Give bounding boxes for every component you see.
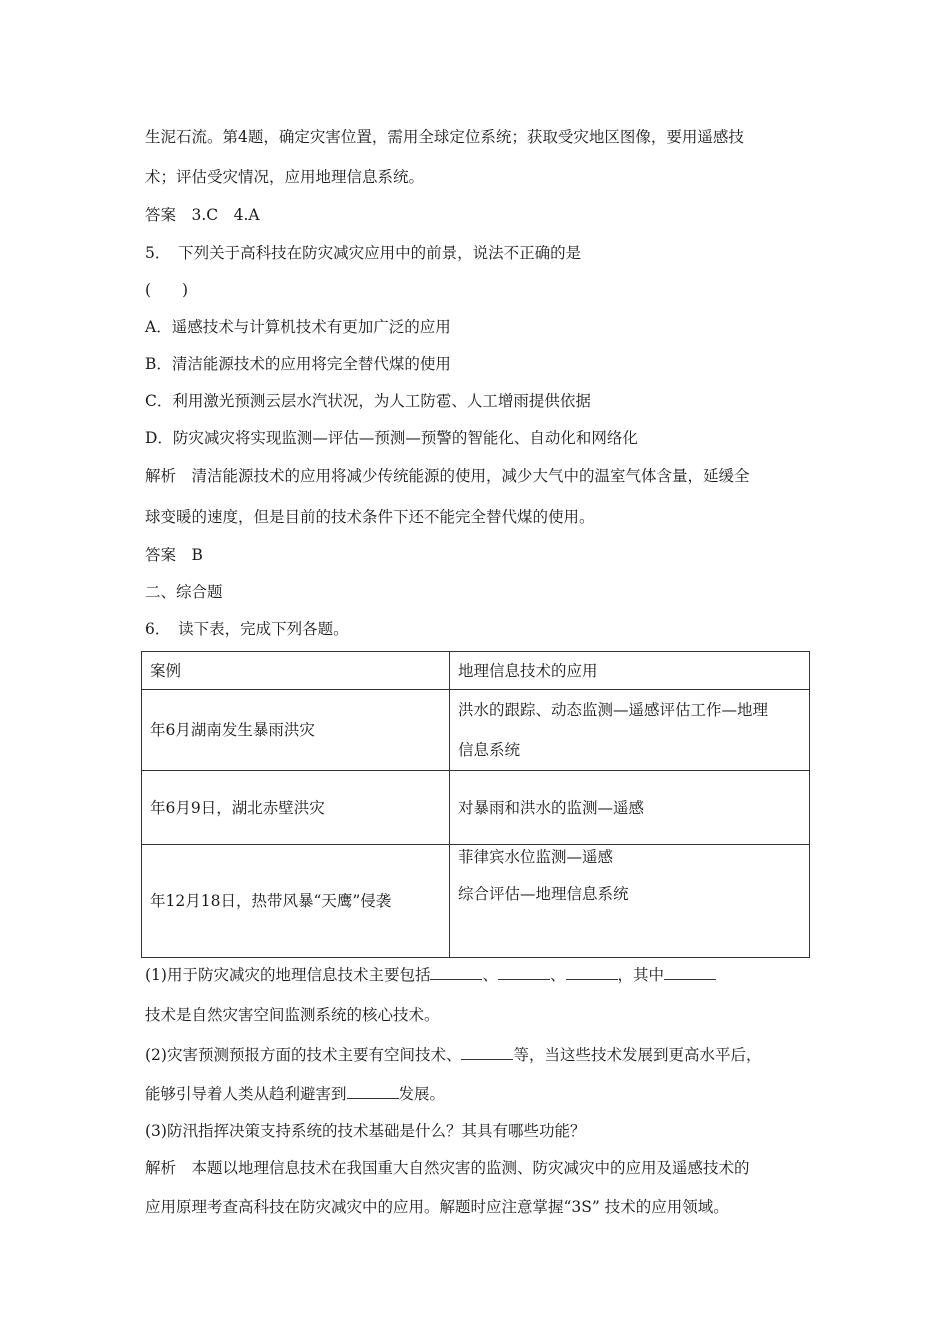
table-cell xyxy=(450,690,810,771)
info-table xyxy=(141,651,810,958)
table-header: 案例 xyxy=(142,652,450,690)
answer-blank[interactable] xyxy=(498,964,550,980)
answer-bracket: ( ) xyxy=(145,281,189,299)
q2-text: 发展。 xyxy=(398,1085,446,1103)
answer-line: 答案 3.C 4.A xyxy=(145,206,260,224)
analysis-line: 解析 清洁能源技术的应用将减少传统能源的使用，减少大气中的温室气体含量，延缓全 xyxy=(145,467,750,485)
analysis-line: 应用原理考查高科技在防灾减灾中的应用。解题时应注意掌握“3S” 技术的应用领域。 xyxy=(145,1198,729,1216)
answer-line: 答案 B xyxy=(145,546,203,564)
question-2-cont xyxy=(145,1083,445,1104)
table-cell xyxy=(450,845,810,958)
table-header-row xyxy=(142,652,810,690)
answer-blank[interactable] xyxy=(566,964,618,980)
table-cell: 年6月湖南发生暴雨洪灾 xyxy=(142,690,450,771)
question-5: 5． 下列关于高科技在防灾减灾应用中的前景，说法不正确的是 xyxy=(145,244,582,262)
cell-line: 洪水的跟踪、动态监测—遥感评估工作—地理 xyxy=(458,701,769,719)
text-line: 生泥石流。第4题，确定灾害位置，需用全球定位系统；获取受灾地区图像，要用遥感技 xyxy=(145,128,744,146)
cell-line: 菲律宾水位监测—遥感 xyxy=(458,848,614,866)
cell-line: 综合评估—地理信息系统 xyxy=(458,885,629,903)
table-row xyxy=(142,771,810,845)
analysis-line: 球变暖的速度，但是目前的技术条件下还不能完全替代煤的使用。 xyxy=(145,508,595,526)
analysis-line: 解析 本题以地理信息技术在我国重大自然灾害的监测、防灾减灾中的应用及遥感技术的 xyxy=(145,1159,750,1177)
q2-text: (2)灾害预测预报方面的技术主要有空间技术、 xyxy=(145,1046,462,1064)
question-3: (3)防汛指挥决策支持系统的技术基础是什么？其具有哪些功能？ xyxy=(145,1122,586,1140)
separator: 、 xyxy=(549,966,566,984)
option-a: A．遥感技术与计算机技术有更加广泛的应用 xyxy=(145,318,451,336)
section-heading: 二、综合题 xyxy=(145,583,223,601)
table-cell: 对暴雨和洪水的监测—遥感 xyxy=(450,771,810,845)
question-1-cont: 技术是自然灾害空间监测系统的核心技术。 xyxy=(145,1006,440,1024)
option-d: D．防灾减灾将实现监测—评估—预测—预警的智能化、自动化和网络化 xyxy=(145,429,638,447)
answer-blank[interactable] xyxy=(461,1044,513,1060)
option-b: B．清洁能源技术的应用将完全替代煤的使用 xyxy=(145,355,451,373)
answer-blank[interactable] xyxy=(664,964,716,980)
question-1 xyxy=(145,964,716,985)
table-cell: 年12月18日，热带风暴“天鹰”侵袭 xyxy=(142,845,450,958)
table-header: 地理信息技术的应用 xyxy=(450,652,810,690)
answer-blank[interactable] xyxy=(347,1083,399,1099)
text-line: 术；评估受灾情况，应用地理信息系统。 xyxy=(145,168,425,186)
table-row xyxy=(142,845,810,958)
separator: 、 xyxy=(482,966,498,984)
table-cell: 年6月9日，湖北赤壁洪灾 xyxy=(142,771,450,845)
q1-text: ，其中 xyxy=(617,966,665,984)
answer-blank[interactable] xyxy=(430,964,482,980)
cell-line: 信息系统 xyxy=(458,741,521,759)
table-row xyxy=(142,690,810,771)
question-6: 6． 读下表，完成下列各题。 xyxy=(145,620,349,638)
option-c: C．利用激光预测云层水汽状况，为人工防雹、人工增雨提供依据 xyxy=(145,392,591,410)
q2-text: 能够引导着人类从趋利避害到 xyxy=(145,1085,347,1103)
q2-text: 等，当这些技术发展到更高水平后， xyxy=(513,1046,762,1064)
q1-text: (1)用于防灾减灾的地理信息技术主要包括 xyxy=(145,966,431,984)
question-2 xyxy=(145,1044,761,1065)
